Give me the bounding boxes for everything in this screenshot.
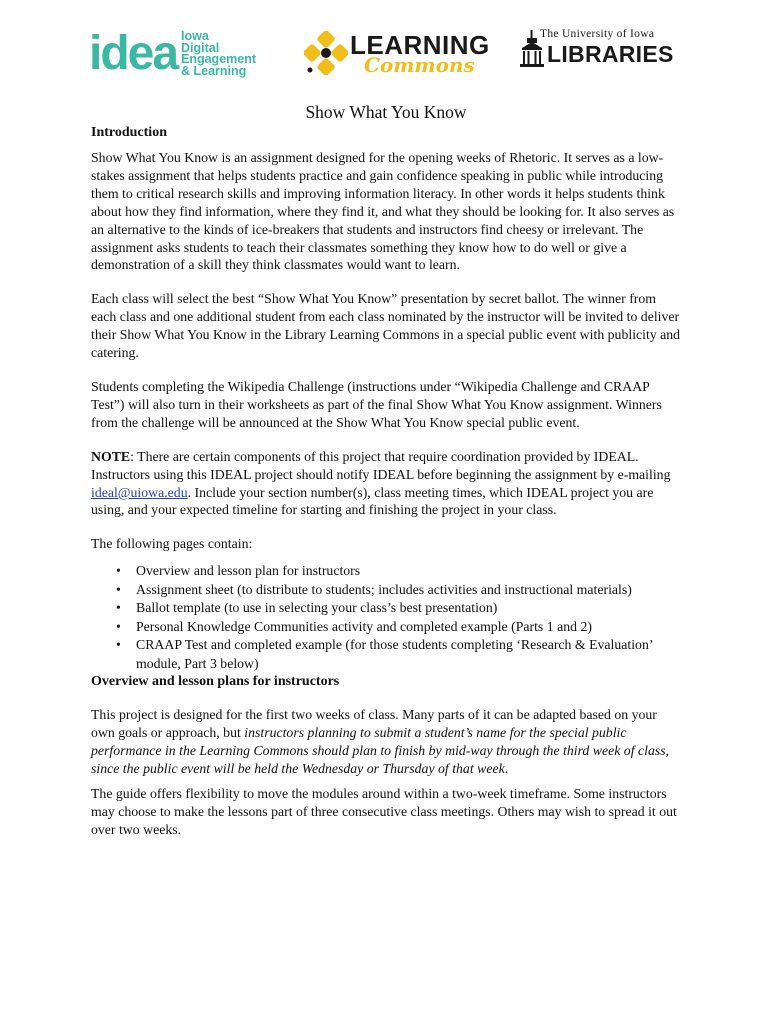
document-body [91, 100, 681, 839]
list-item: • Personal Knowledge Communities activity and completed example (Parts 1 and 2) [136, 618, 681, 637]
pages-intro: The following pages contain: [91, 536, 253, 552]
page-header [0, 0, 770, 100]
list-item: • Assignment sheet (to distribute to students; includes activities and instructional materials) [136, 581, 681, 600]
ideal-logo [89, 27, 269, 80]
list-item: • Ballot template (to use in selecting your class’s best presentation) [136, 599, 681, 618]
ideal-logo-line: Iowa [181, 29, 209, 43]
learning-commons-logo [304, 28, 490, 78]
intro-paragraph-1: Show What You Know is an assignment designed for the opening weeks of Rhetoric. It serves as a low-stakes assignment that helps students practice and gain confidence speaking in public while introducing them to critical research skills and improving information literacy. In other words it helps students think about how they find information, where they find it, and what they should be looking for. It also serves as an alternative to the kinds of ice-breakers that students and instructors find cheesy or irrelevant. The assignment asks students to teach their classmates something they know how to do well or give a demonstration of a skill they think classmates would want to learn. [91, 150, 675, 273]
overview-end-text: . [504, 760, 509, 776]
ui-libraries-logo [520, 28, 674, 74]
intro-paragraph-3: Students completing the Wikipedia Challenge (instructions under “Wikipedia Challenge and CRAAP Test”) will also turn in their worksheets as part of the final Show What You Know assignment. Winners from the challenge will be announced at the Show What You Know special public event. [91, 378, 662, 430]
overview-plain-text: This project is designed for the first two weeks of class. Many parts of it can be adapted based on your own goals or approach, but [91, 707, 657, 741]
learning-commons-word1: LEARNING [350, 30, 490, 60]
overview-paragraph-1 [91, 706, 681, 778]
intro-paragraph-2: Each class will select the best “Show What You Know” presentation by secret ballot. The winner from each class and one additional student from each class nominated by the instructor will be invited to deliver their Show What You Know in the Library Learning Commons in a special public event with publicity and catering. [91, 291, 681, 361]
overview-heading: Overview and lesson plans for instructors [91, 674, 340, 690]
overview-italic-text: instructors planning to submit a student’s name for the special public performance in the Learning Commons should plan to finish by mid-way through the third week of class, since the public event will be held the Wednesday or Thursday of that week [91, 725, 670, 776]
ideal-email-link[interactable]: ideal@uiowa.edu [91, 484, 188, 500]
ideal-logo-line: Digital [181, 40, 220, 55]
ideal-logo-line: Engagement [181, 52, 257, 66]
note-text-after: . Include your section number(s), class meeting times, which IDEAL project you are using, and your expected timeline for starting and finishing the project in your class. [91, 484, 654, 518]
introduction-heading: Introduction [91, 125, 167, 140]
pages-list [91, 562, 681, 673]
list-item: • CRAAP Test and completed example (for those students completing ‘Research & Evaluation’ module, Part 3 below) [136, 636, 681, 673]
page-title: Show What You Know [305, 102, 467, 122]
ui-libraries-bottom: LIBRARIES [547, 41, 674, 67]
ideal-logo-mark: idea [89, 27, 178, 80]
learning-commons-flower-icon [304, 31, 348, 75]
learning-commons-word2: Commons [364, 53, 475, 77]
list-item: • Overview and lesson plan for instructors [136, 562, 681, 581]
ideal-logo-line: & Learning [181, 63, 247, 78]
note-text-before: : There are certain components of this project that require coordination provided by IDEAL. Instructors using this IDEAL project should notify IDEAL before beginning the assignment by e-mailing [91, 448, 671, 482]
ideal-logo-name [181, 31, 256, 77]
note-paragraph [91, 448, 681, 520]
ui-libraries-top: The University of Iowa [540, 28, 655, 40]
overview-paragraph-2: The guide offers flexibility to move the modules around within a two-week timeframe. Some instructors may choose to make the lessons part of three consecutive class meetings. Others may wish to spread it out over two weeks. [91, 785, 677, 837]
note-label: NOTE [91, 448, 131, 464]
